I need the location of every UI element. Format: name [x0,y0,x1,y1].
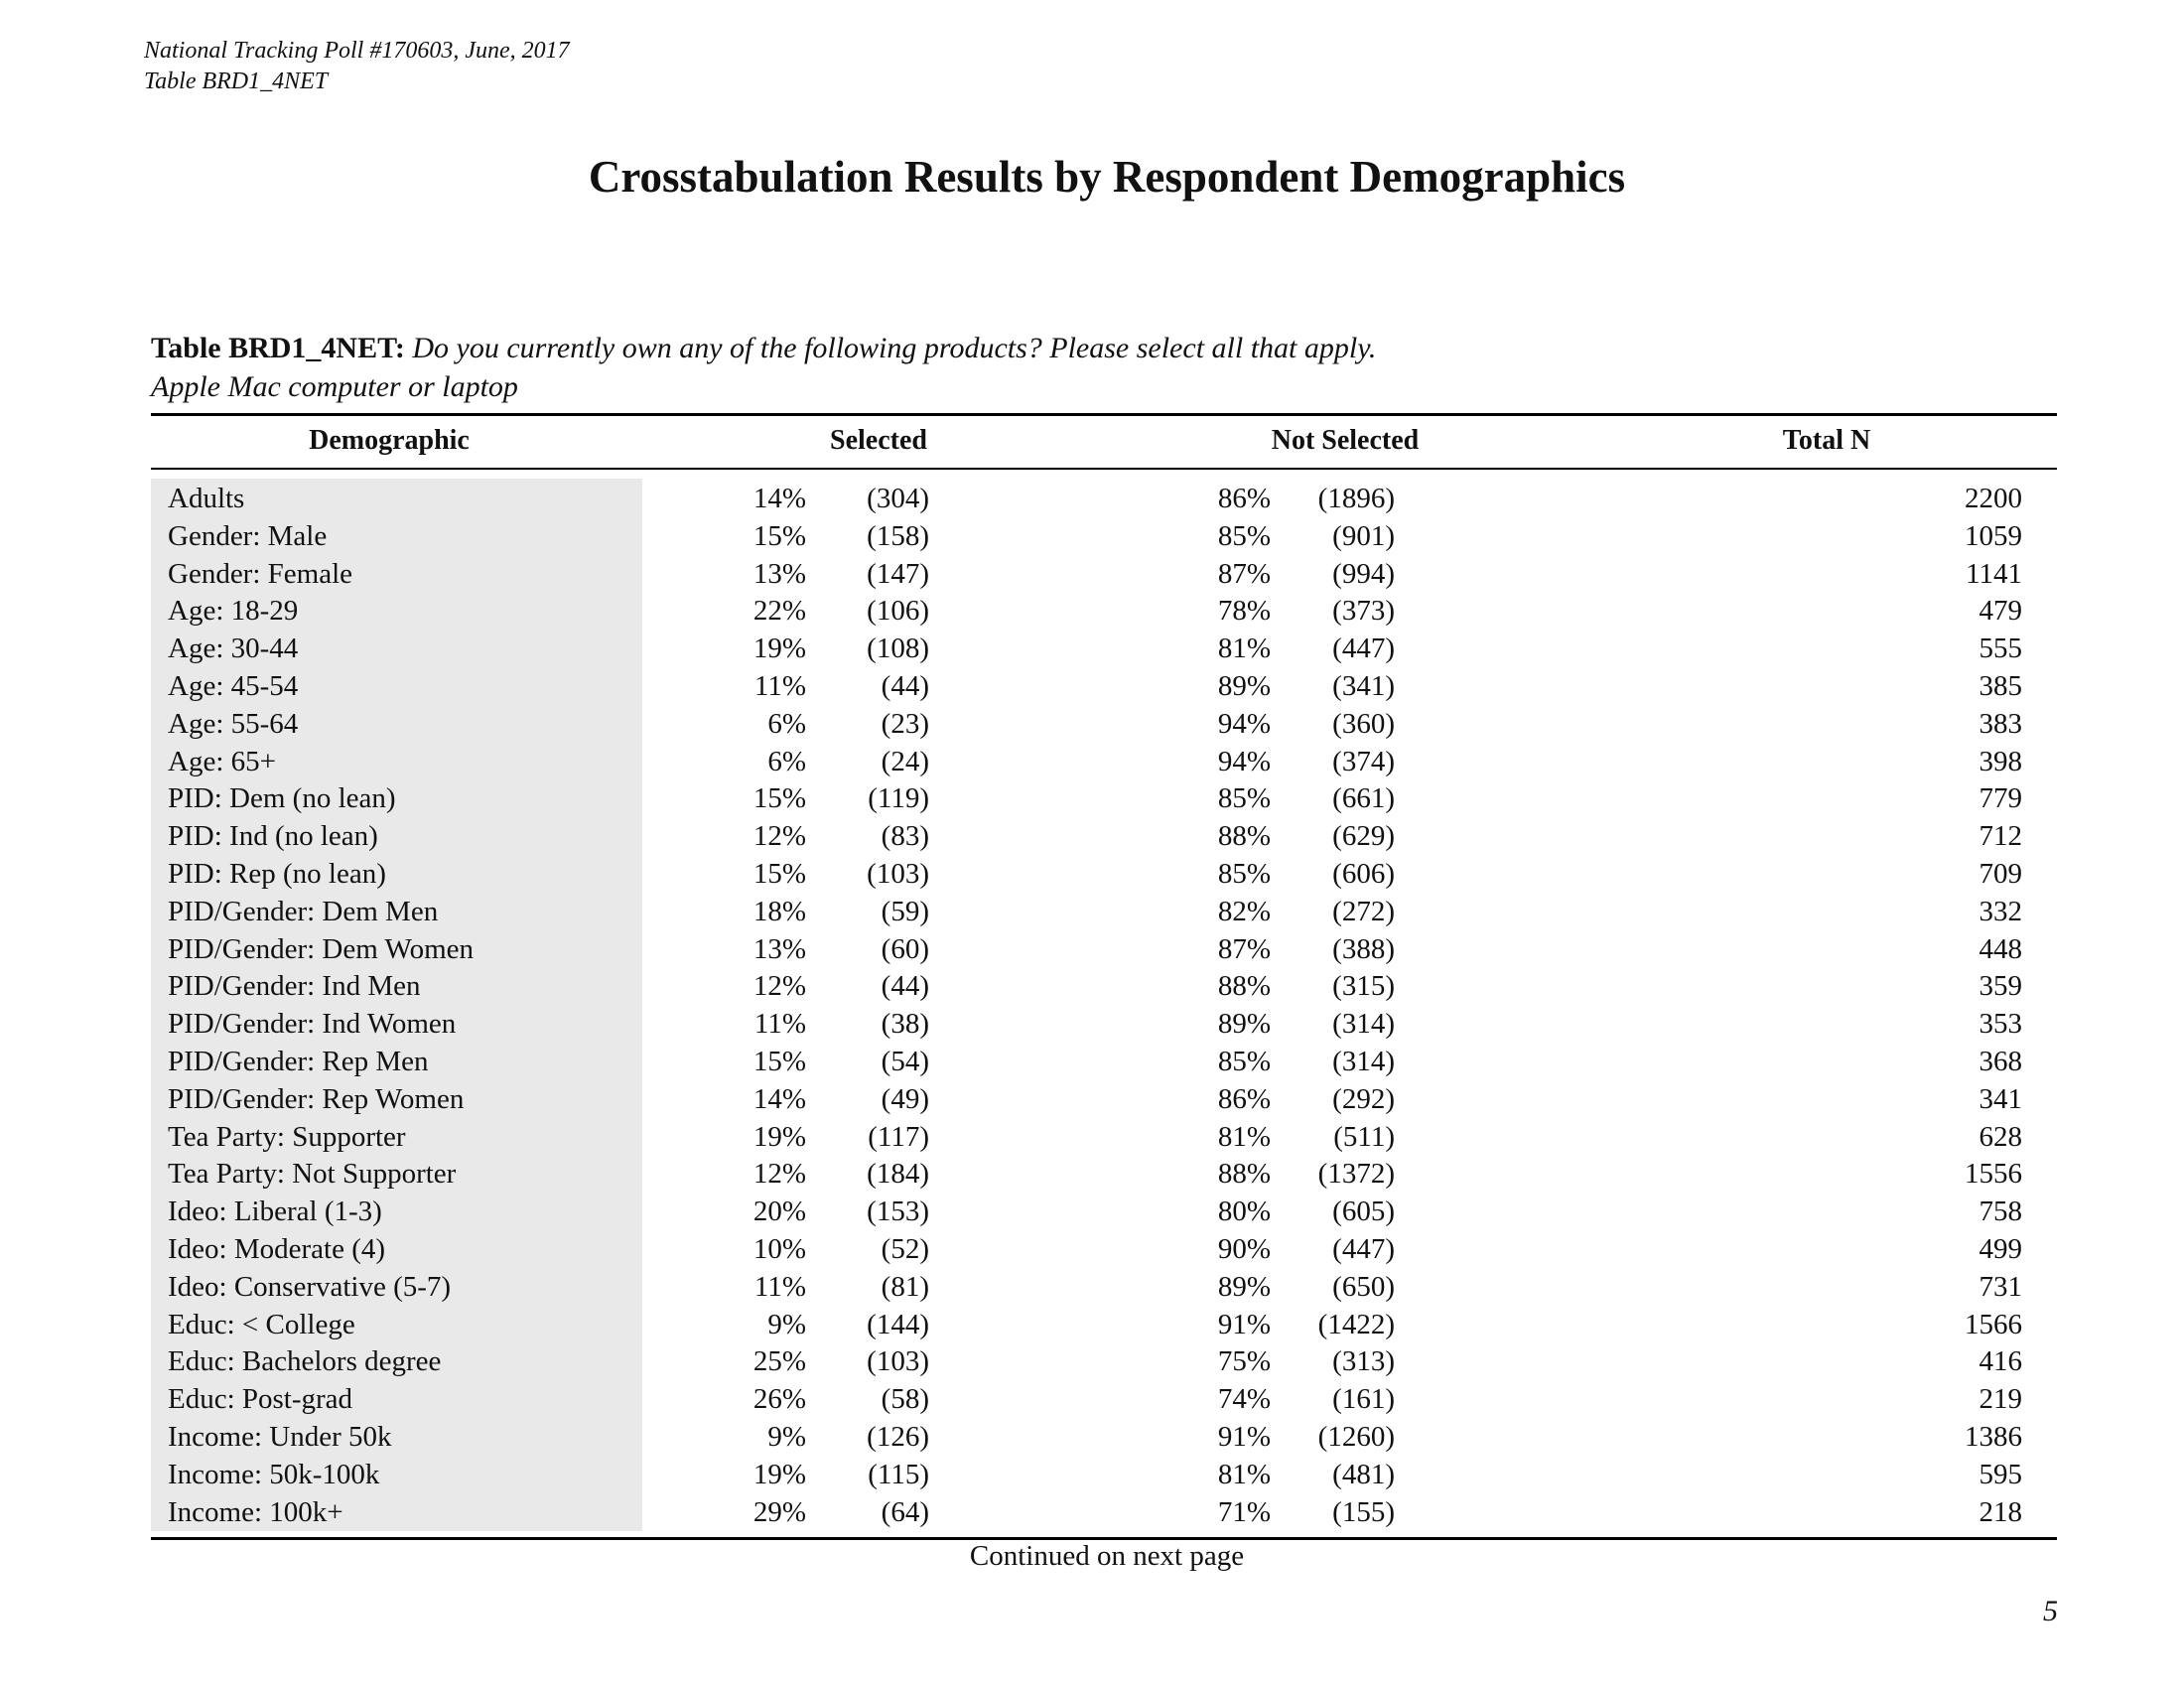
demographic-cell: PID/Gender: Ind Men [168,970,421,1003]
not-selected-count-cell: (388) [1332,932,1395,965]
not-selected-count-cell: (315) [1332,970,1395,1003]
table-row [0,1457,2184,1494]
demographic-cell: PID/Gender: Ind Women [168,1008,457,1041]
table-row [0,1381,2184,1419]
demographic-cell: Income: Under 50k [168,1420,392,1453]
total-n-cell: 709 [1979,857,2022,890]
total-n-cell: 1059 [1965,519,2022,552]
selected-percent-cell: 15% [752,857,806,890]
total-n-cell: 2200 [1965,483,2022,514]
table-row [0,1156,2184,1194]
table-row [0,668,2184,706]
table-row [0,931,2184,969]
table-row [0,1231,2184,1269]
selected-percent-cell: 10% [752,1232,806,1265]
selected-count-cell: (158) [867,519,929,552]
selected-percent-cell: 9% [767,1420,806,1453]
not-selected-count-cell: (314) [1332,1008,1395,1041]
selected-percent-cell: 11% [753,1008,806,1041]
selected-count-cell: (153) [867,1196,929,1228]
table-caption [151,329,1376,406]
not-selected-count-cell: (292) [1332,1082,1395,1115]
demographic-cell: Ideo: Liberal (1-3) [168,1196,382,1228]
selected-percent-cell: 19% [752,1458,806,1490]
table-row [0,1494,2184,1532]
selected-percent-cell: 6% [767,745,806,777]
not-selected-count-cell: (314) [1332,1045,1395,1077]
not-selected-count-cell: (155) [1332,1495,1395,1528]
selected-count-cell: (44) [881,669,929,702]
total-n-cell: 731 [1979,1270,2022,1303]
not-selected-percent-cell: 82% [1217,895,1271,927]
not-selected-percent-cell: 89% [1217,1008,1271,1041]
table-row [0,1081,2184,1119]
total-n-cell: 448 [1979,932,2022,965]
selected-count-cell: (38) [881,1008,929,1041]
not-selected-percent-cell: 85% [1217,857,1271,890]
not-selected-count-cell: (272) [1332,895,1395,927]
not-selected-percent-cell: 85% [1217,519,1271,552]
demographic-cell: Age: 55-64 [168,707,299,740]
not-selected-percent-cell: 91% [1217,1308,1271,1340]
selected-count-cell: (24) [881,745,929,777]
selected-count-cell: (106) [867,595,929,628]
not-selected-count-cell: (994) [1332,557,1395,590]
demographic-cell: Ideo: Moderate (4) [168,1232,386,1265]
not-selected-percent-cell: 88% [1217,1158,1271,1191]
demographic-cell: Income: 100k+ [168,1495,343,1528]
not-selected-count-cell: (661) [1332,782,1395,815]
not-selected-count-cell: (447) [1332,1232,1395,1265]
selected-count-cell: (58) [881,1383,929,1416]
demographic-cell: PID: Ind (no lean) [168,820,378,853]
selected-count-cell: (115) [868,1458,929,1490]
not-selected-percent-cell: 75% [1217,1345,1271,1378]
selected-percent-cell: 29% [752,1495,806,1528]
selected-count-cell: (119) [868,782,929,815]
table-row [0,518,2184,556]
total-n-cell: 385 [1979,669,2022,702]
selected-percent-cell: 11% [753,1270,806,1303]
demographic-cell: Age: 18-29 [168,595,299,628]
not-selected-percent-cell: 86% [1217,1082,1271,1115]
table-row [0,818,2184,856]
table-row [0,894,2184,931]
not-selected-percent-cell: 90% [1217,1232,1271,1265]
not-selected-count-cell: (650) [1332,1270,1395,1303]
demographic-cell: Age: 45-54 [168,669,299,702]
table-row [0,631,2184,668]
total-n-cell: 398 [1979,745,2022,777]
column-header-demographic: Demographic [309,425,470,456]
not-selected-count-cell: (313) [1332,1345,1395,1378]
not-selected-count-cell: (511) [1333,1120,1395,1153]
not-selected-count-cell: (161) [1332,1383,1395,1416]
total-n-cell: 499 [1979,1232,2022,1265]
selected-count-cell: (304) [867,483,929,514]
demographic-cell: Ideo: Conservative (5-7) [168,1270,452,1303]
not-selected-percent-cell: 86% [1217,483,1271,514]
not-selected-count-cell: (1422) [1317,1308,1395,1340]
not-selected-count-cell: (1260) [1317,1420,1395,1453]
selected-count-cell: (147) [867,557,929,590]
selected-percent-cell: 19% [752,1120,806,1153]
total-n-cell: 555 [1979,633,2022,665]
not-selected-percent-cell: 87% [1217,932,1271,965]
selected-count-cell: (49) [881,1082,929,1115]
selected-percent-cell: 12% [752,1158,806,1191]
demographic-cell: PID/Gender: Rep Men [168,1045,429,1077]
caption-question: Do you currently own any of the following products? Please select all that apply. [412,332,1377,364]
demographic-cell: Gender: Female [168,557,353,590]
selected-percent-cell: 22% [752,595,806,628]
selected-count-cell: (184) [867,1158,929,1191]
table-row [0,968,2184,1006]
table-body [0,481,2184,1531]
not-selected-percent-cell: 80% [1217,1196,1271,1228]
demographic-cell: Tea Party: Not Supporter [168,1158,457,1191]
demographic-cell: Income: 50k-100k [168,1458,380,1490]
selected-count-cell: (126) [867,1420,929,1453]
selected-percent-cell: 6% [767,707,806,740]
not-selected-percent-cell: 71% [1217,1495,1271,1528]
selected-percent-cell: 11% [753,669,806,702]
column-header-not-selected: Not Selected [1271,425,1420,456]
table-row [0,556,2184,594]
total-n-cell: 368 [1979,1045,2022,1077]
demographic-cell: PID: Rep (no lean) [168,857,386,890]
selected-percent-cell: 12% [752,820,806,853]
selected-count-cell: (23) [881,707,929,740]
table-row [0,780,2184,818]
total-n-cell: 353 [1979,1008,2022,1041]
not-selected-count-cell: (341) [1332,669,1395,702]
total-n-cell: 416 [1979,1345,2022,1378]
table-row [0,1269,2184,1307]
total-n-cell: 383 [1979,707,2022,740]
total-n-cell: 219 [1979,1383,2022,1416]
continued-note: Continued on next page [969,1540,1245,1572]
table-row [0,593,2184,631]
table-header: Table BRD1_4NET [144,69,329,94]
poll-header: National Tracking Poll #170603, June, 2017 [144,38,570,64]
demographic-cell: Adults [168,483,245,514]
table-row [0,1343,2184,1381]
total-n-cell: 758 [1979,1196,2022,1228]
selected-count-cell: (59) [881,895,929,927]
total-n-cell: 332 [1979,895,2022,927]
table-row [0,706,2184,744]
caption-label: Table BRD1_4NET: [151,332,405,364]
total-n-cell: 1386 [1965,1420,2022,1453]
not-selected-count-cell: (901) [1332,519,1395,552]
not-selected-percent-cell: 74% [1217,1383,1271,1416]
demographic-cell: PID/Gender: Rep Women [168,1082,465,1115]
not-selected-percent-cell: 85% [1217,782,1271,815]
selected-percent-cell: 15% [752,519,806,552]
selected-count-cell: (64) [881,1495,929,1528]
not-selected-percent-cell: 88% [1217,970,1271,1003]
selected-count-cell: (52) [881,1232,929,1265]
demographic-cell: Educ: < College [168,1308,355,1340]
not-selected-count-cell: (605) [1332,1196,1395,1228]
not-selected-percent-cell: 94% [1217,745,1271,777]
table-row [0,1006,2184,1044]
demographic-cell: Age: 65+ [168,745,276,777]
table-row [0,1419,2184,1457]
selected-percent-cell: 15% [752,1045,806,1077]
total-n-cell: 595 [1979,1458,2022,1490]
table-row [0,481,2184,518]
table-header-rule [151,468,2057,470]
selected-percent-cell: 13% [752,932,806,965]
total-n-cell: 341 [1979,1082,2022,1115]
page-number: 5 [2043,1595,2058,1627]
not-selected-count-cell: (360) [1332,707,1395,740]
table-row [0,1194,2184,1231]
demographic-cell: Educ: Bachelors degree [168,1345,442,1378]
selected-percent-cell: 14% [752,483,806,514]
not-selected-percent-cell: 91% [1217,1420,1271,1453]
demographic-cell: Educ: Post-grad [168,1383,353,1416]
selected-count-cell: (103) [867,857,929,890]
total-n-cell: 628 [1979,1120,2022,1153]
not-selected-count-cell: (1372) [1317,1158,1395,1191]
not-selected-count-cell: (629) [1332,820,1395,853]
total-n-cell: 712 [1979,820,2022,853]
not-selected-count-cell: (481) [1332,1458,1395,1490]
table-row [0,744,2184,781]
selected-count-cell: (60) [881,932,929,965]
demographic-cell: Age: 30-44 [168,633,299,665]
not-selected-percent-cell: 88% [1217,820,1271,853]
selected-count-cell: (44) [881,970,929,1003]
selected-percent-cell: 12% [752,970,806,1003]
not-selected-percent-cell: 89% [1217,669,1271,702]
selected-percent-cell: 25% [752,1345,806,1378]
not-selected-percent-cell: 81% [1217,1120,1271,1153]
selected-percent-cell: 26% [752,1383,806,1416]
demographic-cell: Tea Party: Supporter [168,1120,406,1153]
selected-count-cell: (81) [881,1270,929,1303]
selected-percent-cell: 15% [752,782,806,815]
total-n-cell: 218 [1979,1495,2022,1528]
not-selected-count-cell: (447) [1332,633,1395,665]
selected-count-cell: (103) [867,1345,929,1378]
not-selected-percent-cell: 89% [1217,1270,1271,1303]
table-row [0,1044,2184,1081]
selected-count-cell: (144) [867,1308,929,1340]
total-n-cell: 1141 [1966,557,2022,590]
not-selected-percent-cell: 78% [1217,595,1271,628]
selected-percent-cell: 9% [767,1308,806,1340]
not-selected-percent-cell: 94% [1217,707,1271,740]
page-title: Crosstabulation Results by Respondent Demographics [588,152,1626,202]
total-n-cell: 779 [1979,782,2022,815]
not-selected-percent-cell: 81% [1217,633,1271,665]
table-row [0,1307,2184,1344]
table-row [0,856,2184,894]
not-selected-count-cell: (373) [1332,595,1395,628]
not-selected-percent-cell: 81% [1217,1458,1271,1490]
selected-percent-cell: 19% [752,633,806,665]
selected-percent-cell: 18% [752,895,806,927]
total-n-cell: 1566 [1965,1308,2022,1340]
not-selected-count-cell: (374) [1332,745,1395,777]
not-selected-percent-cell: 85% [1217,1045,1271,1077]
selected-percent-cell: 13% [752,557,806,590]
caption-subtitle: Apple Mac computer or laptop [151,370,518,403]
selected-count-cell: (54) [881,1045,929,1077]
not-selected-count-cell: (1896) [1317,483,1395,514]
not-selected-percent-cell: 87% [1217,557,1271,590]
total-n-cell: 359 [1979,970,2022,1003]
demographic-cell: PID: Dem (no lean) [168,782,396,815]
total-n-cell: 479 [1979,595,2022,628]
selected-count-cell: (117) [868,1120,929,1153]
demographic-cell: PID/Gender: Dem Men [168,895,439,927]
demographic-cell: PID/Gender: Dem Women [168,932,475,965]
column-header-total: Total N [1782,425,1871,456]
demographic-cell: Gender: Male [168,519,328,552]
selected-count-cell: (108) [867,633,929,665]
table-row [0,1119,2184,1157]
selected-count-cell: (83) [881,820,929,853]
column-header-selected: Selected [830,425,927,456]
table-top-rule [151,413,2057,416]
selected-percent-cell: 20% [752,1196,806,1228]
total-n-cell: 1556 [1965,1158,2022,1191]
selected-percent-cell: 14% [752,1082,806,1115]
not-selected-count-cell: (606) [1332,857,1395,890]
